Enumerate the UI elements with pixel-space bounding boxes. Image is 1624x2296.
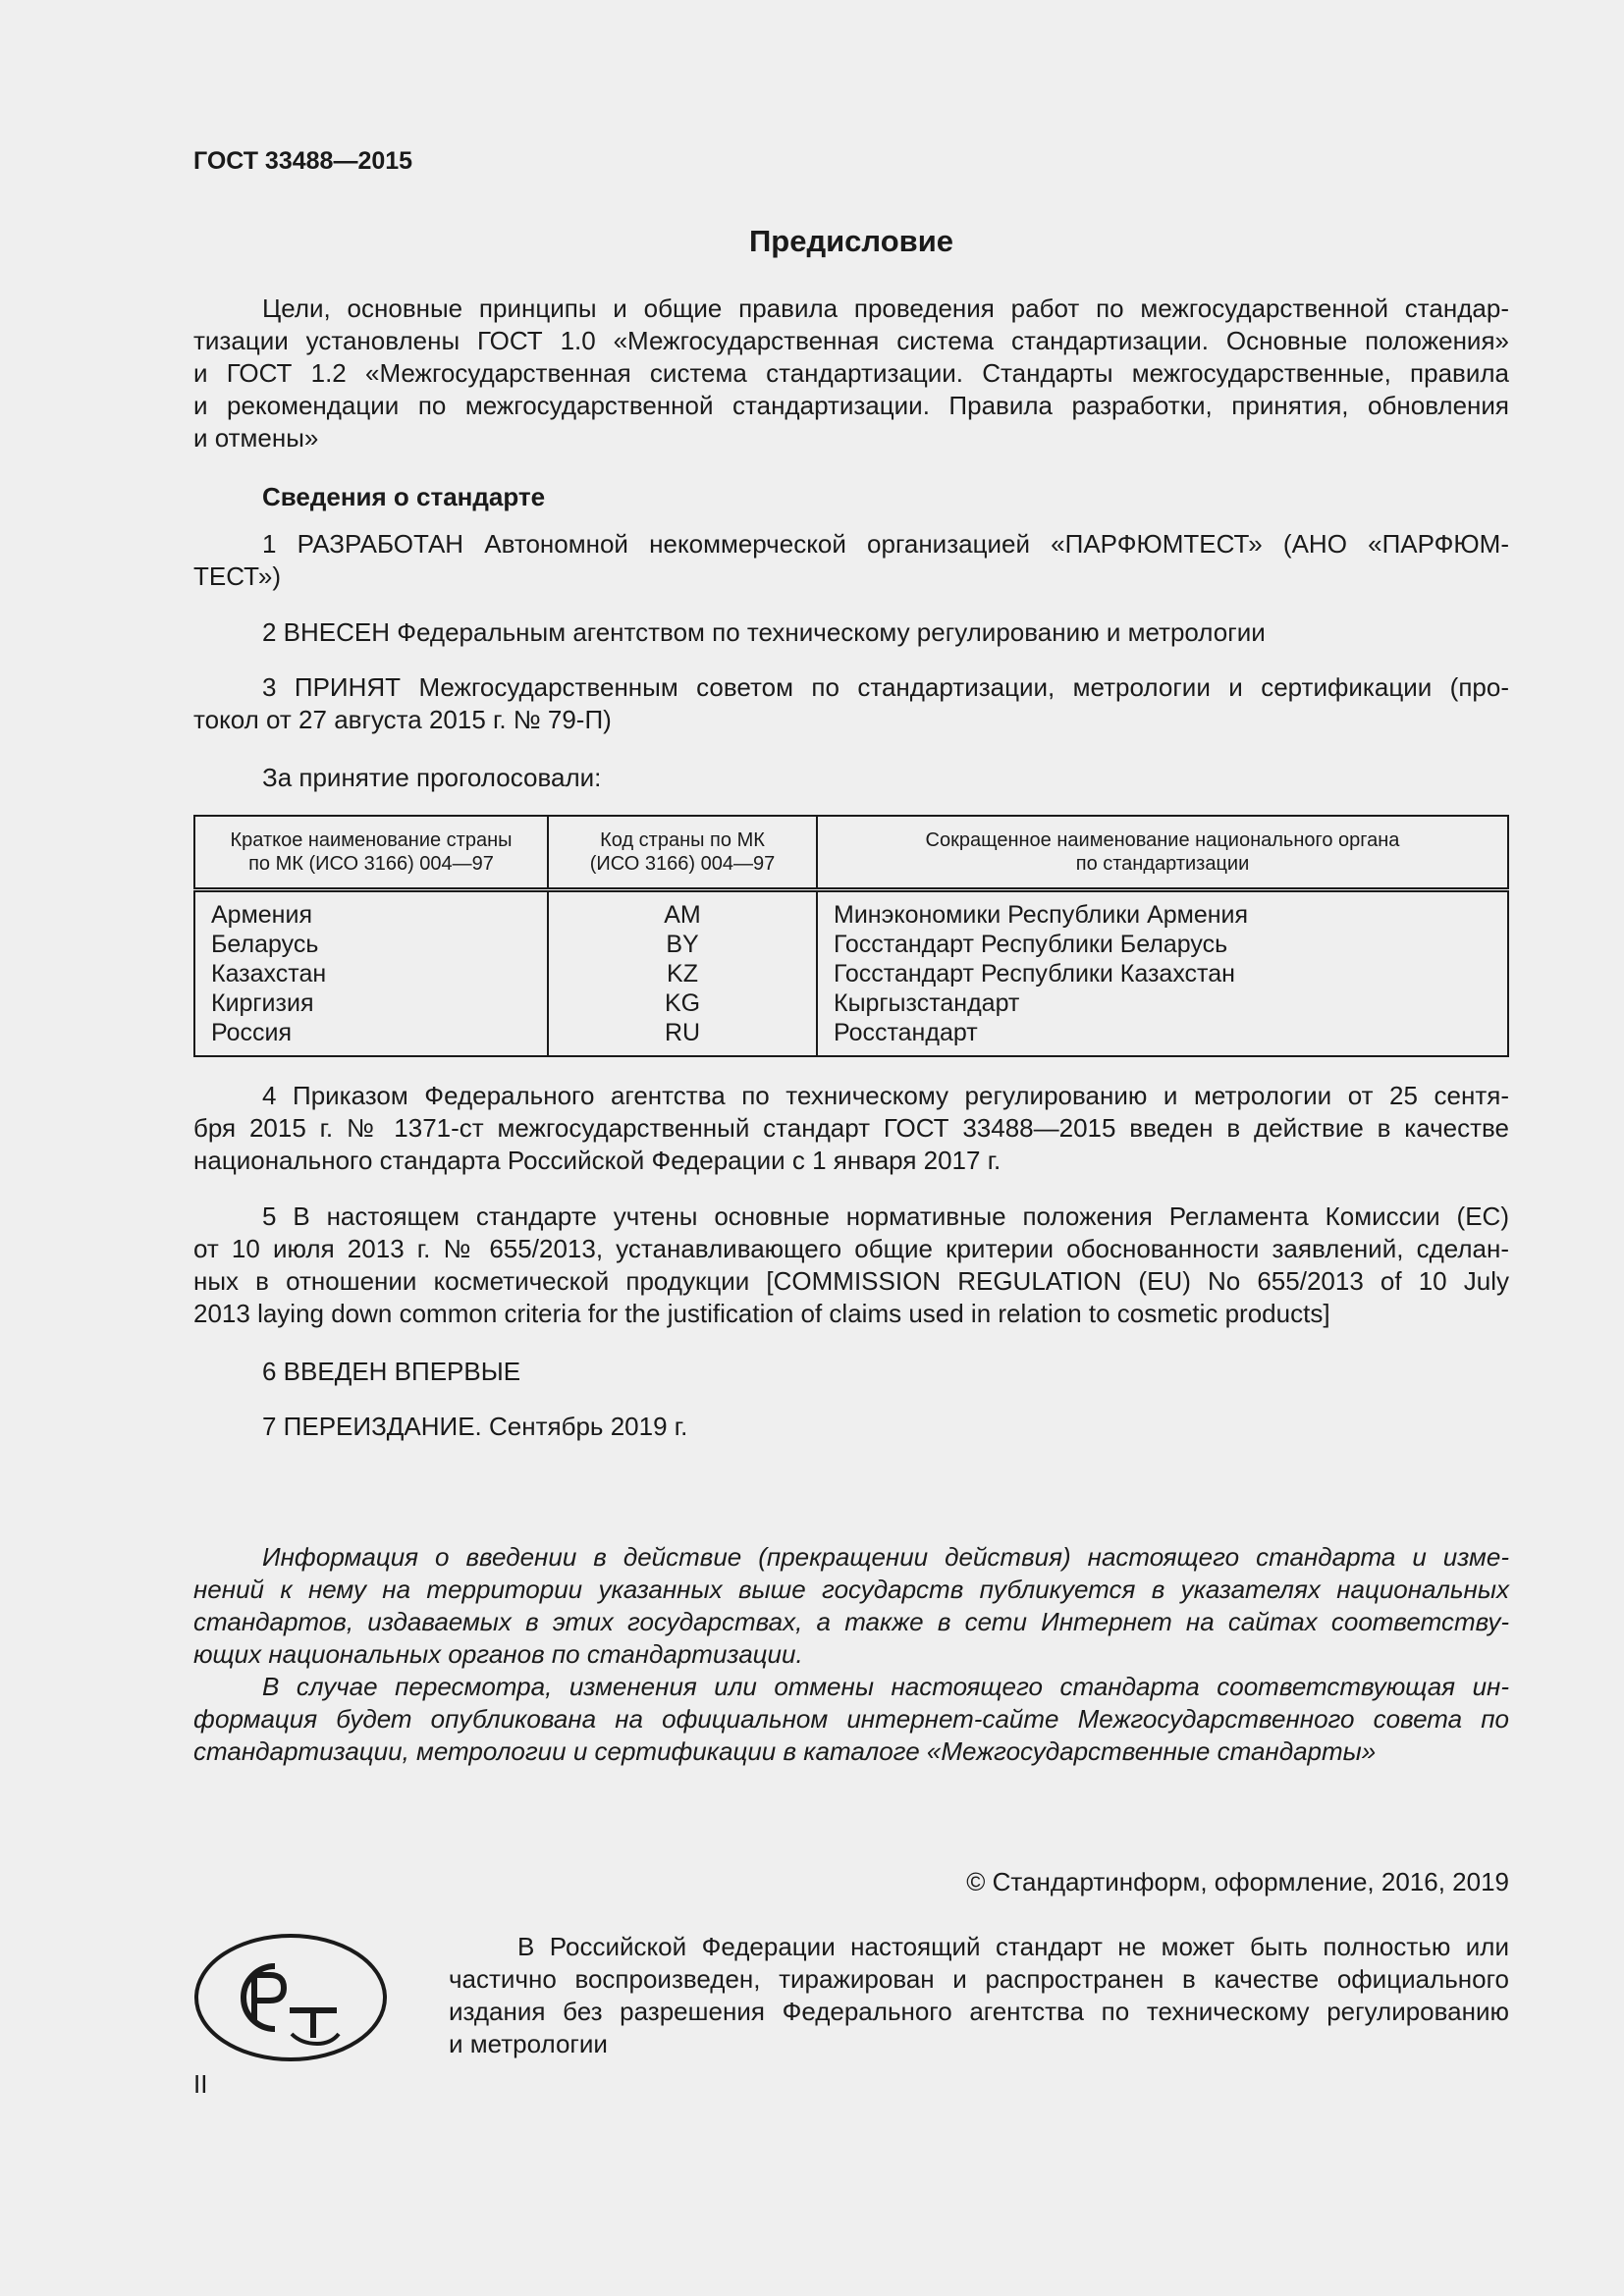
item-line: 3 ПРИНЯТ Межгосударственным советом по стандартизации, метрологии и сертификации (про- <box>262 672 1509 702</box>
item-line: 1 РАЗРАБОТАН Автономной некоммерческой организацией «ПАРФЮМТЕСТ» (АНО «ПАРФЮМ- <box>262 529 1509 559</box>
intro-line: и рекомендации по межгосударственной стандартизации. Правила разработки, принятия, обновления <box>193 391 1509 420</box>
intro-line: и отмены» <box>193 423 319 453</box>
voted-label: За принятие проголосовали: <box>262 763 602 792</box>
notice-line: формация будет опубликована на официальном интернет-сайте Межгосударственного совета по <box>193 1704 1509 1734</box>
intro-line: Цели, основные принципы и общие правила проведения работ по межгосударственной стандар- <box>262 294 1509 323</box>
voting-table <box>193 815 1509 1057</box>
info-notice <box>193 1541 1509 1768</box>
notice-line: Информация о введении в действие (прекращении действия) настоящего стандарта и изме- <box>262 1542 1509 1572</box>
notice-line: стандартов, издаваемых в этих государствах, а также в сети Интернет на сайтах соответству- <box>193 1607 1509 1636</box>
intro-paragraph <box>193 293 1509 454</box>
item-line: 2013 laying down common criteria for the justification of claims used in relation to cosmetic products] <box>193 1299 1330 1328</box>
header-body: Сокращенное наименование национального органа по стандартизации <box>817 816 1508 890</box>
page-number: II <box>193 2069 208 2099</box>
item-introduced: 2 ВНЕСЕН Федеральным агентством по техническому регулированию и метрологии <box>262 617 1266 647</box>
notice-line: стандартизации, метрологии и сертификации в каталоге «Межгосударственные стандарты» <box>193 1736 1377 1766</box>
item-first-introduced: 6 ВВЕДЕН ВПЕРВЫЕ <box>262 1357 521 1386</box>
item-line: токол от 27 августа 2015 г. № 79-П) <box>193 705 612 734</box>
body-cell: Минэкономики Республики Армения Госстандарт Республики Беларусь Госстандарт Республики Казахстан Кыргызстандарт Росстандарт <box>817 890 1508 1057</box>
item-regulation <box>193 1201 1509 1330</box>
item-adopted <box>193 671 1509 736</box>
item-line: 5 В настоящем стандарте учтены основные нормативные положения Регламента Комиссии (ЕС) <box>262 1201 1509 1231</box>
item-reissue: 7 ПЕРЕИЗДАНИЕ. Сентябрь 2019 г. <box>262 1412 688 1441</box>
rf-line: В Российской Федерации настоящий стандарт не может быть полностью или <box>517 1932 1509 1961</box>
table-header-row <box>194 816 1508 890</box>
item-line: ТЕСТ») <box>193 561 281 591</box>
intro-line: и ГОСТ 1.2 «Межгосударственная система стандартизации. Стандарты межгосударственные, правила <box>193 358 1509 388</box>
rf-line: частично воспроизведен, тиражирован и распространен в качестве официального <box>449 1964 1509 1994</box>
table-row <box>194 890 1508 1057</box>
intro-line: тизации установлены ГОСТ 1.0 «Межгосударственная система стандартизации. Основные положения» <box>193 326 1509 355</box>
item-order <box>193 1080 1509 1177</box>
rf-copyright-notice <box>449 1931 1509 2060</box>
item-line: бря 2015 г. № 1371-ст межгосударственный стандарт ГОСТ 33488—2015 введен в действие в качестве <box>193 1113 1509 1143</box>
notice-line: В случае пересмотра, изменения или отмены настоящего стандарта соответствующая ин- <box>262 1672 1509 1701</box>
code-cell: AM BY KZ KG RU <box>548 890 817 1057</box>
header-code: Код страны по МК (ИСО 3166) 004—97 <box>548 816 817 890</box>
item-line: от 10 июля 2013 г. № 655/2013, устанавливающего общие критерии обоснованности заявлений, сделан- <box>193 1234 1509 1263</box>
rst-certification-mark-icon <box>193 1932 388 2063</box>
item-developed <box>193 528 1509 593</box>
item-line: 4 Приказом Федерального агентства по техническому регулированию и метрологии от 25 сентя- <box>262 1081 1509 1110</box>
copyright-line: © Стандартинформ, оформление, 2016, 2019 <box>966 1867 1509 1896</box>
info-heading: Сведения о стандарте <box>262 482 546 511</box>
header-country: Краткое наименование страны по МК (ИСО 3166) 004—97 <box>194 816 548 890</box>
page-title: Предисловие <box>748 224 953 258</box>
notice-line: ющих национальных органов по стандартизации. <box>193 1639 803 1669</box>
document-code: ГОСТ 33488—2015 <box>193 147 413 175</box>
country-cell: Армения Беларусь Казахстан Киргизия Россия <box>211 901 327 1046</box>
item-line: национального стандарта Российской Федерации с 1 января 2017 г. <box>193 1146 1001 1175</box>
rf-line: и метрологии <box>449 2029 608 2058</box>
notice-line: нений к нему на территории указанных выше государств публикуется в указателях национальных <box>193 1575 1509 1604</box>
rf-line: издания без разрешения Федерального агентства по техническому регулированию <box>449 1997 1509 2026</box>
item-line: ных в отношении косметической продукции [COMMISSION REGULATION (EU) No 655/2013 of 10 July <box>193 1266 1509 1296</box>
